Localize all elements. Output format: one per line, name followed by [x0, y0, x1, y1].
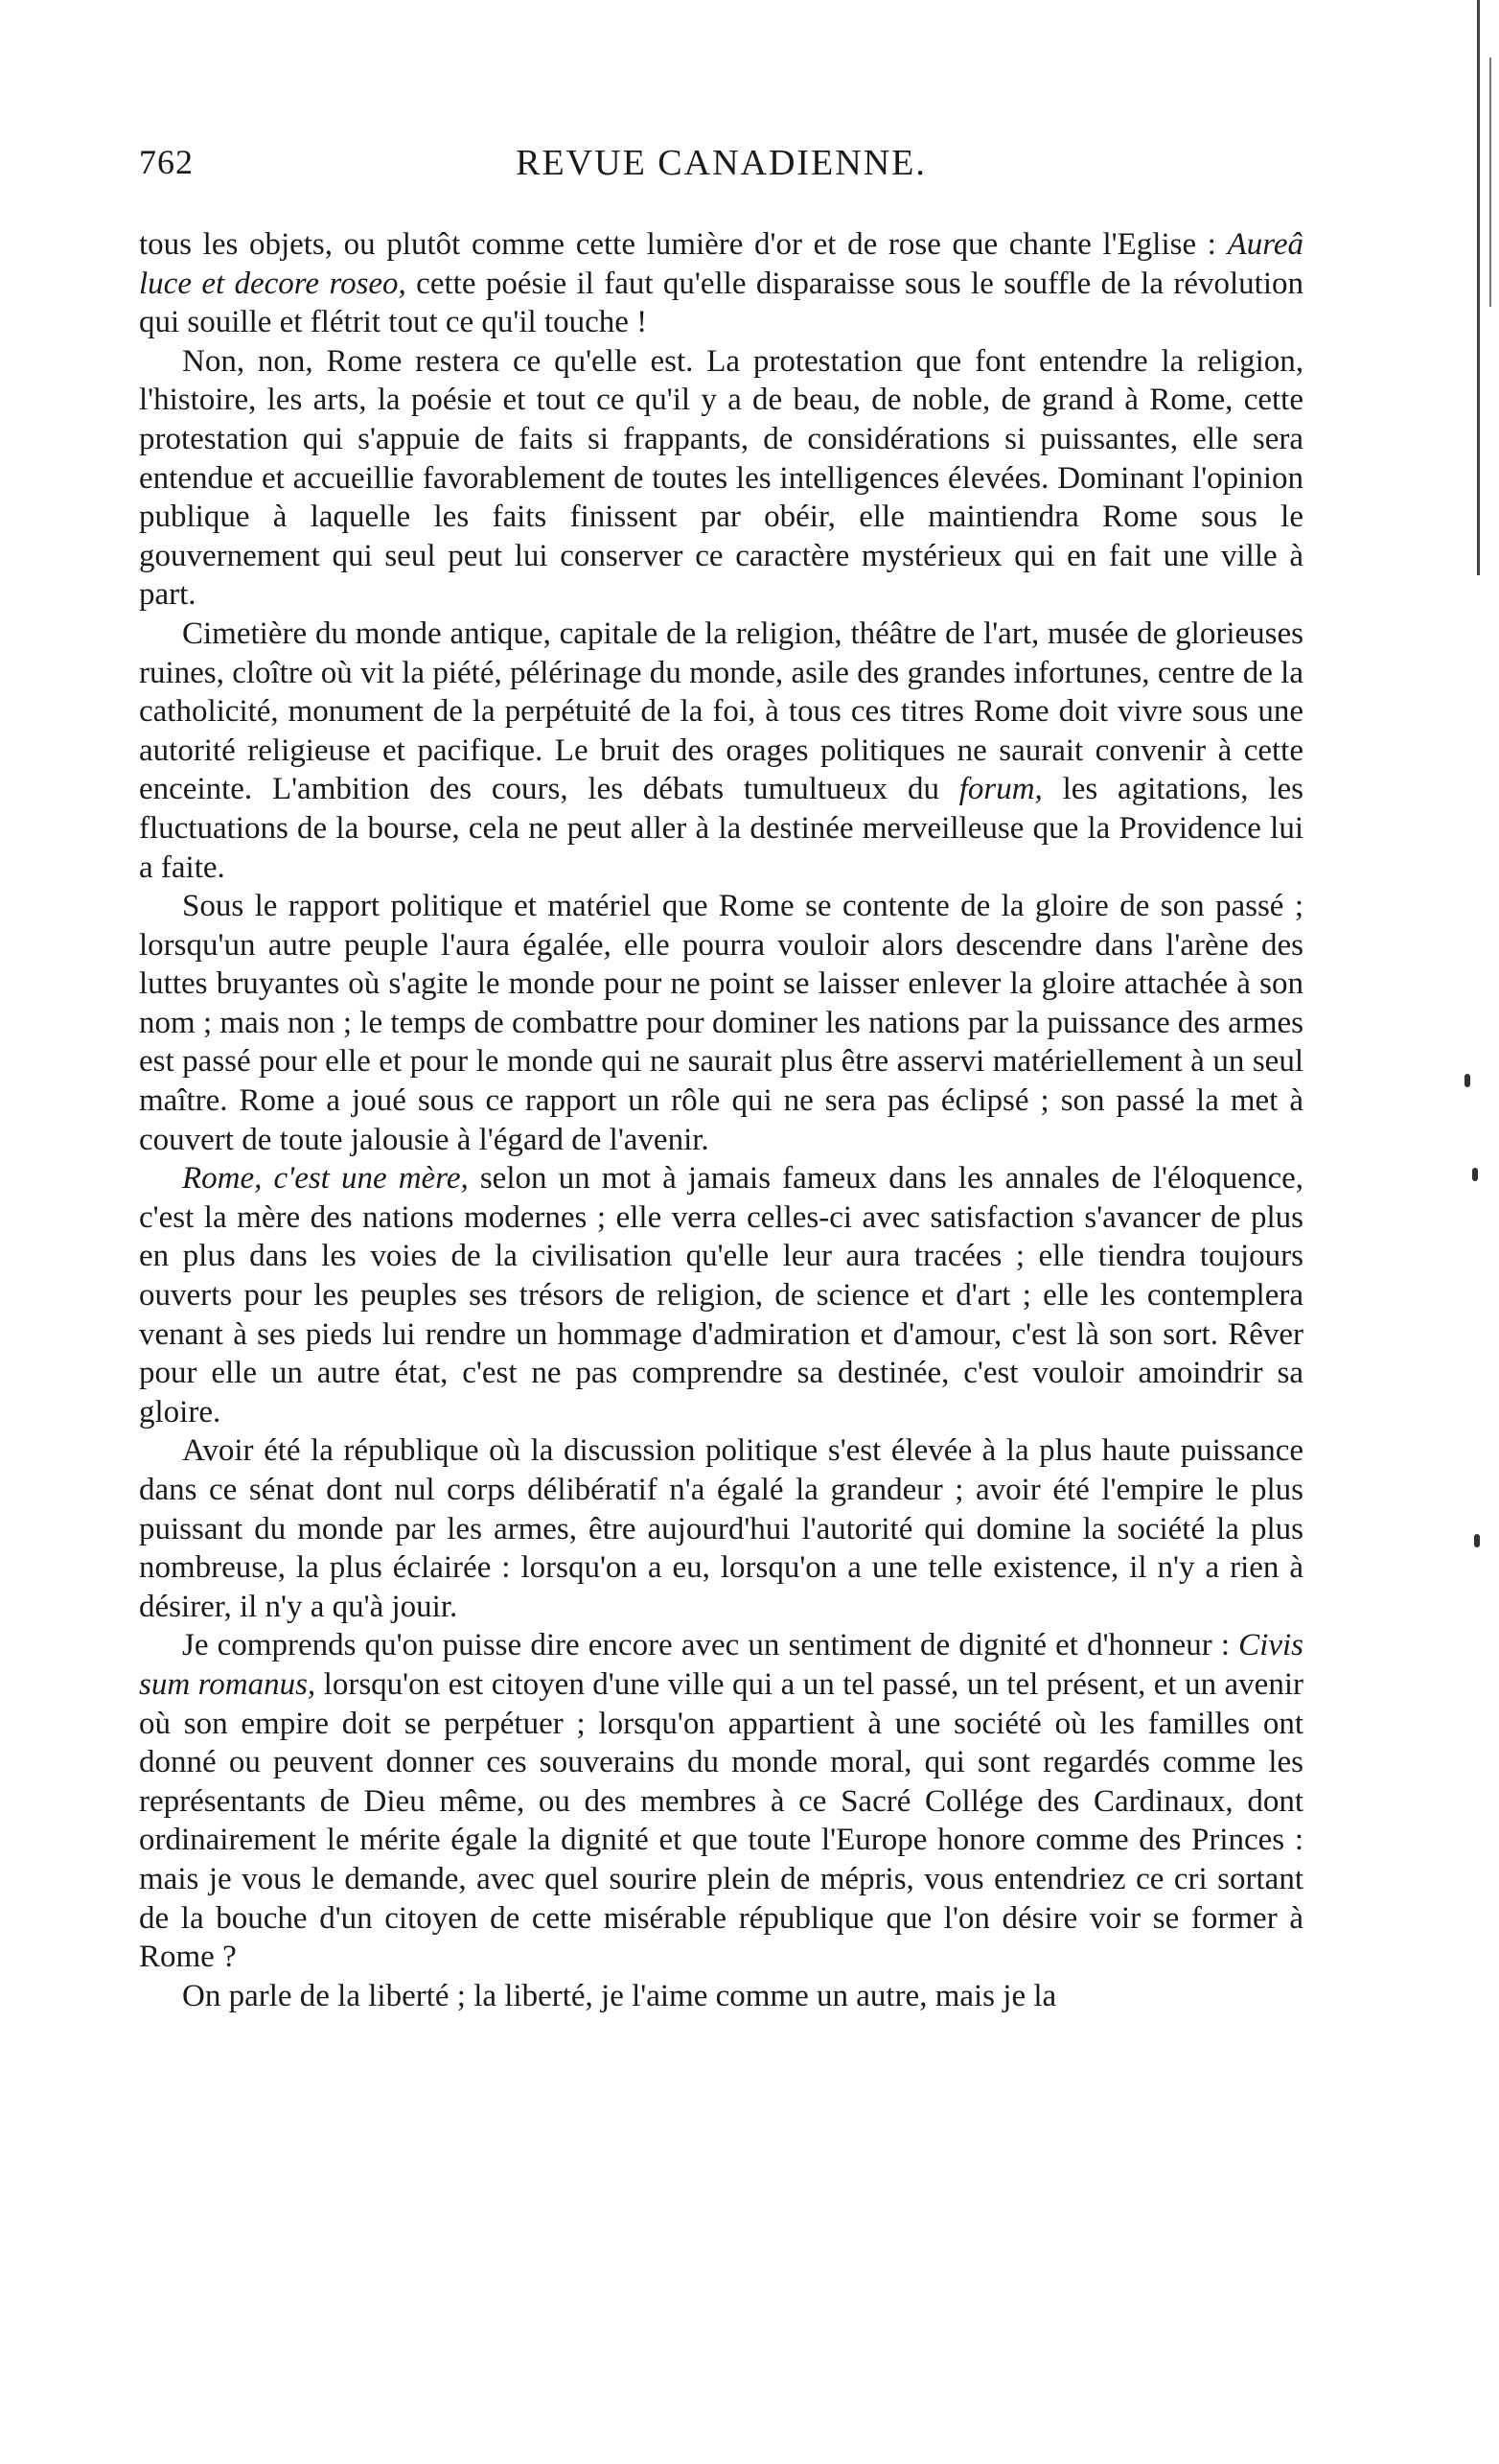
paragraph — [139, 1431, 1303, 1626]
text-run: On parle de la liberté ; la liberté, je l'aime comme un autre, mais je la — [182, 1978, 1057, 2013]
running-title: REVUE CANADIENNE. — [516, 143, 927, 183]
paragraph — [139, 1977, 1303, 2016]
italic-phrase: Civis sum romanus, — [139, 1628, 1303, 1702]
text-run: Avoir été la république où la discussion politique s'est élevée à la plus haute puissance dans ce sénat dont nul corps délibératif n'a égalé la grandeur ; avoir été l'empire le plus puissant du monde par les armes, être aujourd'hui l'autorité qui domine la société la plus nombreuse, la plus éclairée : lorsqu'on a eu, lorsqu'on a une telle existence, il n'y a rien à désirer, il n'y a qu'à jouir. — [139, 1433, 1303, 1624]
italic-phrase: Aureâ luce et decore roseo, — [139, 227, 1303, 301]
page-header — [139, 142, 1303, 199]
margin-speck — [1464, 1074, 1470, 1087]
italic-phrase: Rome, c'est une mère, — [182, 1161, 469, 1197]
margin-speck — [1472, 1168, 1478, 1181]
paragraph — [139, 1626, 1303, 1976]
paragraph — [139, 342, 1303, 615]
page-edge-line — [1477, 0, 1480, 575]
body-text — [139, 225, 1303, 2015]
text-run: cette poésie il faut qu'elle disparaisse sous le souffle de la révolution qui souille et flétrit tout ce qu'il touche ! — [139, 266, 1303, 340]
paragraph — [139, 887, 1303, 1159]
italic-phrase: forum, — [958, 772, 1043, 807]
margin-speck — [1474, 1534, 1480, 1547]
text-run: tous les objets, ou plutôt comme cette lumière d'or et de rose que chante l'Eglise : — [139, 227, 1228, 262]
page-edge-line-secondary — [1489, 58, 1491, 307]
text-run: les agitations, les fluctuations de la bourse, cela ne peut aller à la destinée merveilleuse que la Providence lui a faite. — [139, 772, 1303, 885]
text-run: selon un mot à jamais fameux dans les annales de l'éloquence, c'est la mère des nations modernes ; elle verra celles-ci avec satisfaction s'avancer de plus en plus dans les voies de la civilisation qu'elle leur aura tracées ; elle tiendra toujours ouverts pour les peuples ses trésors de religion, de science et d'art ; elle les contemplera venant à ses pieds lui rendre un hommage d'admiration et d'amour, c'est là son sort. Rêver pour elle un autre état, c'est ne pas comprendre sa destinée, c'est vouloir amoindrir sa gloire. — [139, 1161, 1303, 1430]
paragraph — [139, 615, 1303, 887]
text-run: lorsqu'on est citoyen d'une ville qui a un tel passé, un tel présent, et un avenir où son empire doit se perpétuer ; lorsqu'on appartient à une société où les familles ont donné ou peuvent donner ces souverains du monde moral, qui sont regardés comme les représentants de Dieu même, ou des membres à ce Sacré Collége des Cardinaux, dont ordinairement le mérite égale la dignité et que toute l'Europe honore comme des Princes : mais je vous le demande, avec quel sourire plein de mépris, vous entendriez ce cri sortant de la bouche d'un citoyen de cette misérable république que l'on désire voir se former à Rome ? — [139, 1666, 1303, 1975]
paragraph — [139, 1159, 1303, 1431]
page-number: 762 — [139, 143, 194, 181]
text-run: Cimetière du monde antique, capitale de la religion, théâtre de l'art, musée de glorieuses ruines, cloître où vit la piété, pélérinage du monde, asile des grandes infortunes, centre de la catholicité, monument de la perpétuité de la foi, à tous ces titres Rome doit vivre sous une autorité religieuse et pacifique. Le bruit des orages politiques ne saurait convenir à cette enceinte. L'ambition des cours, les débats tumultueux du — [139, 616, 1303, 807]
text-run: Sous le rapport politique et matériel que Rome se contente de la gloire de son passé ; lorsqu'un autre peuple l'aura égalée, elle pourra vouloir alors descendre dans l'arène des luttes bruyantes où s'agite le monde pour ne point se laisser enlever la gloire attachée à son nom ; mais non ; le temps de combattre pour dominer les nations par la puissance des armes est passé pour elle et pour le monde qui ne saurait plus être asservi matériellement à un seul maître. Rome a joué sous ce rapport un rôle qui ne sera pas éclipsé ; son passé la met à couvert de toute jalousie à l'égard de l'avenir. — [139, 889, 1303, 1157]
text-run: Non, non, Rome restera ce qu'elle est. La protestation que font entendre la religion, l'histoire, les arts, la poésie et tout ce qu'il y a de beau, de noble, de grand à Rome, cette protestation qui s'appuie de faits si frappants, de considérations si puissantes, elle sera entendue et accueillie favorablement de toutes les intelligences élevées. Dominant l'opinion publique à laquelle les faits finissent par obéir, elle maintiendra Rome sous le gouvernement qui seul peut lui conserver ce caractère mystérieux qui en fait une ville à part. — [139, 343, 1303, 613]
text-run: Je comprends qu'on puisse dire encore avec un sentiment de dignité et d'honneur : — [182, 1628, 1239, 1663]
paragraph — [139, 225, 1303, 342]
